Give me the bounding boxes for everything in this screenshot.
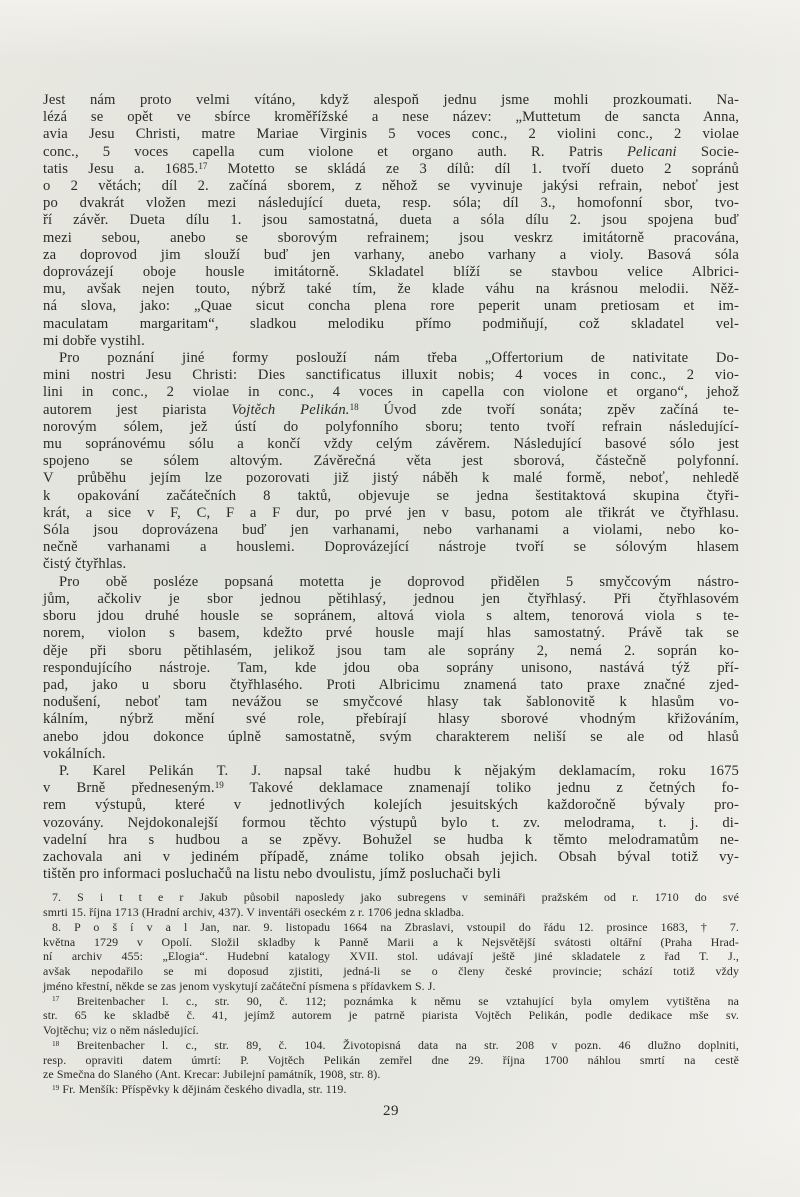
body-text-line: jům, ačkoliv je sbor jednou pětihlasý, jednou jen čtyřhlasý. Při čtyřhlasovém	[43, 590, 739, 607]
body-text	[43, 92, 739, 883]
body-text-line: kálním, nýbrž mění své role, přebírají hlasy sborové vhodným křižováním,	[43, 711, 739, 728]
body-text-line: zachovala ani v jediném případě, známe toliko obsah jejich. Obsah býval totiž vy-	[43, 848, 739, 865]
body-text-line: lézá se opět ve sbírce kroměřížské a nese název: „Muttetum de sancta Anna,	[43, 109, 739, 126]
body-text-line: čistý čtyřhlas.	[43, 556, 127, 573]
body-text-line: autorem jest piarista Vojtěch Pelikán.$^{18}$ Úvod zde tvoří sonáta; zpěv začíná te-	[43, 401, 739, 418]
footnote-line: $^{18}$ Breitenbacher l. c., str. 89, č. 104. Životopisná data na str. 208 v pozn. 46 dlužno doplniti,	[52, 1037, 739, 1052]
body-text-line: conc., 5 voces capella cum violone et organo auth. R. Patris Pelicani Socie-	[43, 143, 740, 160]
body-text-line: mini nostri Jesu Christi: Dies sanctificatus illuxit nobis; 4 voces in conc., 2 vio-	[43, 367, 739, 384]
body-text-line: mu sopránovému sólu a končí vždy celým závěrem. Následující basové sólo jest	[43, 436, 739, 453]
body-text-line: vokálních.	[43, 745, 106, 762]
footnote-line: jméno křestní, někde se zas jenom vyskytují začáteční písmena s přídavkem S. J.	[43, 978, 436, 993]
body-text-line: V průběhu jejím lze pozorovati již jistý náběh k malé formě, neboť, nehledě	[43, 470, 739, 487]
body-text-line: norovým sólem, jež ústí do polyfonního sboru; tento tvoří refrain následující-	[43, 418, 739, 435]
body-text-line: ná slova, jako: „Quae sicut concha plena rore peperit unam pretiosam et im-	[43, 298, 739, 315]
body-text-line: o 2 větách; díl 2. začíná sborem, z něhož se vyvinuje jakýsi refrain, neboť jest	[43, 178, 739, 195]
body-text-line: rem výstupů, které v jednotlivých kolejích jesuitských každoročně bývaly pro-	[43, 797, 739, 814]
body-text-line: nodušení, neboť tam nevážou se smyčcové hlasy tak šablonovitě k hlasům vo-	[43, 694, 739, 711]
body-text-line: lini in conc., 2 violae in conc., 4 voces in capella con violone et organo“, jehož	[43, 384, 739, 401]
footnote-line: 8. P o š í v a l Jan, nar. 9. listopadu 1664 na Zbraslavi, vstoupil do řádu 12. prosince 1683, † 7.	[52, 919, 739, 934]
footnote-line: ní archiv 455: „Elogia“. Hudební katalogy XVII. stol. udávají ještě jiné skladatele z řad T. J.,	[43, 949, 739, 964]
footnote-line: Vojtěchu; viz o něm následující.	[43, 1023, 199, 1038]
body-text-line: po dvakrát vložen mezi následující dueta, resp. sóla; díl 3., homofonní sbor, tvo-	[43, 195, 739, 212]
body-text-line: Sóla jsou doprovázena buď jen varhanami, nebo varhanami a violami, nebo ko-	[43, 522, 739, 539]
footnote-line: května 1729 v Opolí. Složil skladby k Panně Marii a k Nejsvětější svátosti oltářní (Praha Hrad-	[43, 934, 739, 949]
body-text-line: P. Karel Pelikán T. J. napsal také hudbu k nějakým deklamacím, roku 1675	[59, 762, 739, 779]
body-text-line: Pro obě posléze popsaná motetta je doprovod přidělen 5 smyčcovým nástro-	[59, 573, 739, 590]
body-text-line: tištěn pro informaci posluchačů na listu nebo dvoulistu, jímž posluchači byli	[43, 866, 501, 883]
footnote-line: $^{19}$ Fr. Menšík: Příspěvky k dějinám českého divadla, str. 119.	[52, 1082, 347, 1097]
body-text-line: mu, avšak nejen touto, nýbrž také tím, že klade váhu na krásnou melodii. Něž-	[43, 281, 739, 298]
body-text-line: sboru jdou druhé housle se sopránem, altová viola s altem, tenorová viola s te-	[43, 608, 739, 625]
body-text-line: norem, violon s basem, kdežto prvé housle mají hlas samostatný. Právě tak se	[43, 625, 739, 642]
body-text-line: avia Jesu Christi, matre Mariae Virginis 5 voces conc., 2 violini conc., 2 violae	[43, 126, 739, 143]
body-text-line: v Brně předneseným.$^{19}$ Takové deklamace znamenají toliko jednu z četných fo-	[43, 780, 739, 797]
body-text-line: děje při sboru pětihlasém, jelikož jsou tam ale soprány 2, nemá 2. soprán ko-	[43, 642, 739, 659]
body-text-line: mezi sebou, anebo se sborovým refrainem; jsou veskrz imitátorně pracována,	[43, 229, 739, 246]
body-text-line: vadelní hra s hudbou a se zpěvy. Bohužel se hudba k těmto melodramatům ne-	[43, 831, 739, 848]
page-number: 29	[383, 1102, 399, 1119]
body-text-line: mi dobře vystihl.	[43, 332, 145, 349]
body-text-line: Pro poznání jiné formy poslouží nám třeba „Offertorium de nativitate Do-	[59, 350, 739, 367]
body-text-line: k opakování začátečních 8 taktů, objevuje se jedna šestitaktová skupina čtyři-	[43, 487, 739, 504]
body-text-line: pad, jako u sboru čtyřhlasého. Proti Albricimu znamená tato praxe značné zjed-	[43, 676, 739, 693]
text-block	[43, 92, 739, 1120]
body-text-line: doprovázejí oboje housle imitátorně. Skladatel blíží se stavbou velice Albrici-	[43, 264, 739, 281]
footnote-line: avšak nepodařilo se mi doposud zjistiti, jedná-li se o členy české provincie; schází totiž vždy	[43, 964, 739, 979]
body-text-line: respondujícího nástroje. Tam, kde jdou oba soprány unisono, nastává týž pří-	[43, 659, 739, 676]
body-text-line: ří závěr. Dueta dílu 1. jsou samostatná, dueta a sóla dílu 2. jsou spojena buď	[43, 212, 739, 229]
footnote-line: smrti 15. října 1713 (Hradní archiv, 437). V inventáři oseckém z r. 1706 jedna skladba.	[43, 905, 465, 920]
footnote-line: resp. opraviti datem úmrtí: P. Vojtěch Pelikán zemřel dne 29. října 1700 náhlou smrtí na cestě	[43, 1052, 739, 1067]
body-text-line: tatis Jesu a. 1685.17 Motetto se skládá ze 3 dílů: díl 1. tvoří dueto 2 sopránů	[43, 160, 740, 177]
body-text-line: vozovány. Nejdokonalejší formou těchto výstupů bylo t. zv. melodrama, t. j. di-	[43, 814, 739, 831]
footnote-line: $^{17}$ Breitenbacher l. c., str. 90, č. 112; poznámka k němu se vztahující byla omylem vytištěna na	[52, 993, 739, 1008]
body-text-line: nečně varhanami a houslemi. Doprovázející nástroje tvoří se sólovým hlasem	[43, 539, 739, 556]
footnotes	[43, 890, 739, 1097]
body-text-line: Jest nám proto velmi vítáno, když alespoň jednu jsme mohli prozkoumati. Na-	[43, 92, 739, 108]
footnote-line: 7. S i t t e r Jakub působil naposledy jako subregens v semináři pražském od r. 1710 do své	[52, 890, 739, 905]
footnote-line: str. 65 ke skladbě č. 41, jejímž autorem je patrně piarista Vojtěch Pelikán, podle dedikace mše sv.	[43, 1008, 739, 1023]
footnote-line: ze Smečna do Slaného (Ant. Krecar: Jubilejní památník, 1908, str. 8).	[43, 1067, 381, 1082]
body-text-line: spojeno se sólem altovým. Závěrečná věta jest sborová, částečně polyfonní.	[43, 453, 739, 470]
body-text-line: maculatam margaritam“, sladkou melodiku přímo podmiňují, což skladatel vel-	[43, 315, 739, 332]
body-text-line: anebo jdou dokonce úplně samostatně, svým charakterem neliší se ale od hlasů	[43, 728, 739, 745]
body-text-line: krát, a sice v F, C, F a F dur, po prvé jen v basu, potom ale třikrát ve čtyřhlasu.	[43, 504, 739, 521]
body-text-line: za doprovod jim slouží buď jen varhany, anebo varhany a violy. Basová sóla	[43, 246, 739, 263]
